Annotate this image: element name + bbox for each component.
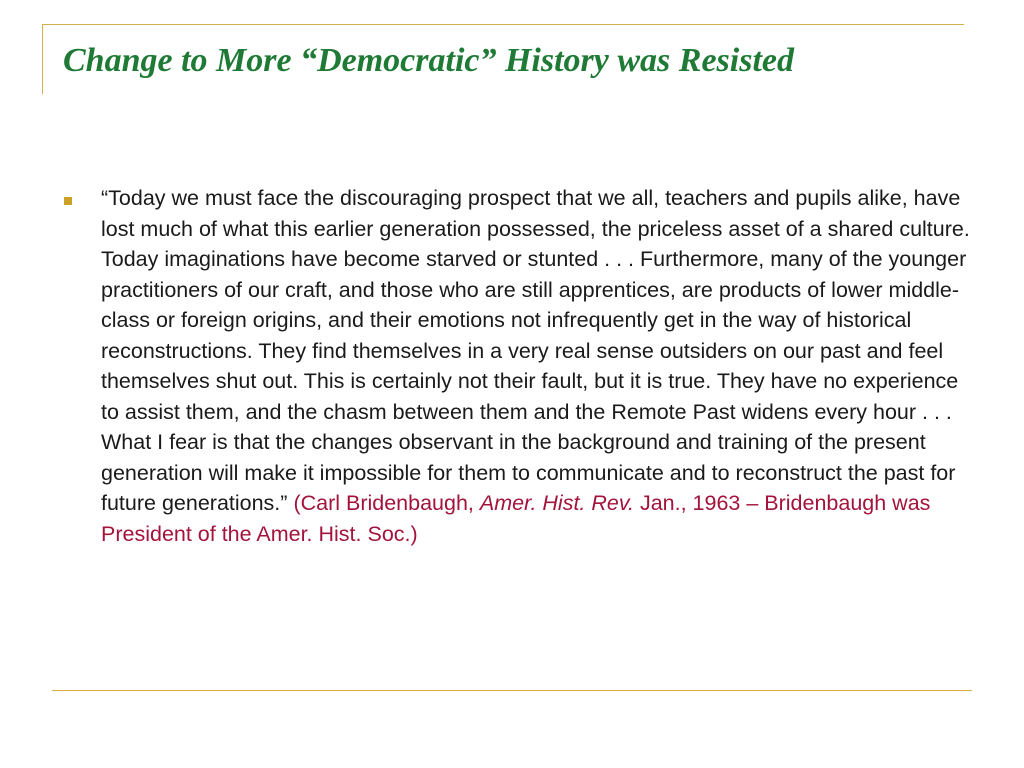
square-bullet-icon — [64, 197, 72, 205]
citation-journal: Amer. Hist. Rev. — [479, 491, 634, 515]
bullet-list — [60, 183, 970, 549]
quote-text: “Today we must face the discouraging prospect that we all, teachers and pupils alike, have lost much of what this earlier generation possessed, the priceless asset of a shared culture. Today imaginations have become starved or stunted . . . Furthermore, many of the younger practitioners of our craft, and those who are still apprentices, are products of lower middle-class or foreign origins, and their emotions not infrequently get in the way of historical reconstructions. They find themselves in a very real sense outsiders on our past and feel themselves shut out. This is certainly not their fault, but it is true. They have no experience to assist them, and the chasm between them and the Remote Past widens every hour . . . What I fear is that the changes observant in the background and training of the present generation will make it impossible for them to communicate and to reconstruct the past for future generations.” — [101, 186, 970, 515]
slide-title: Change to More “Democratic” History was Resisted — [63, 42, 794, 79]
citation-prefix: (Carl Bridenbaugh, — [293, 491, 480, 515]
bottom-divider — [52, 690, 972, 691]
bullet-text — [101, 183, 970, 549]
top-divider — [42, 24, 964, 25]
bullet-item — [60, 183, 970, 549]
left-accent-line — [42, 24, 43, 94]
citation-suffix: Jan., 1963 – Bridenbaugh was President of the Amer. Hist. Soc.) — [101, 491, 931, 546]
